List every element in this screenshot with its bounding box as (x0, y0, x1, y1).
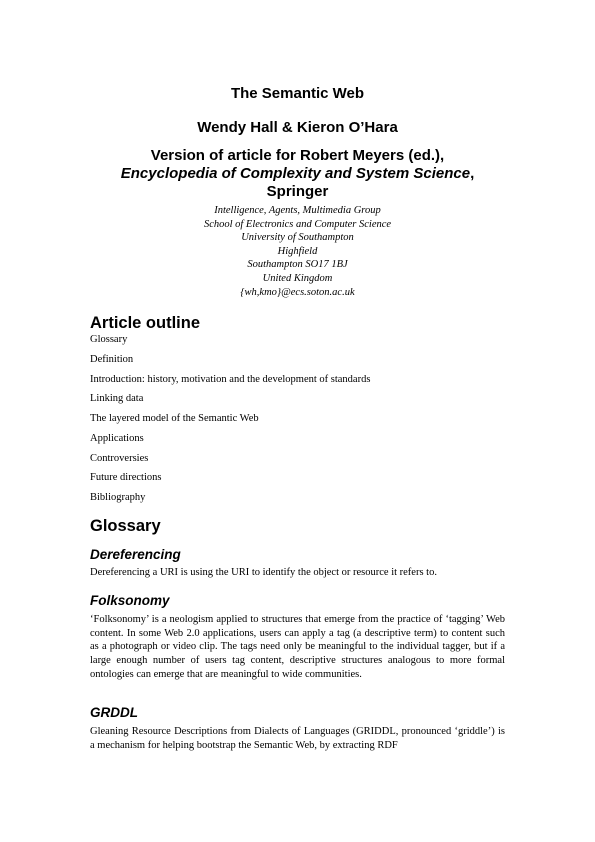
author-emails: {wh,kmo}@ecs.soton.ac.uk (240, 286, 355, 298)
publisher-line: Springer (266, 183, 329, 200)
affiliation-line: Southampton SO17 1BJ (247, 259, 348, 271)
glossary-term: Dereferencing (90, 547, 181, 562)
paper-authors: Wendy Hall & Kieron O’Hara (197, 119, 398, 136)
affiliation-line: United Kingdom (262, 272, 333, 284)
glossary-definition: ‘Folksonomy’ is a neologism applied to structures that emerge from the practice of ‘tagging’ Web content. In some Web 2.0 applications, users can apply a tag (a descriptive term) to content such as a photograph or video clip. The tags need only be meaningful to the individual tagger, but if a large enough number of users tag content, descriptive structures analogous to more formal ontologies can emerge that are meaningful to wide communities. (90, 614, 505, 680)
outline-item: Definition (90, 354, 134, 365)
encyclopedia-title: Encyclopedia of Complexity and System Science (120, 165, 471, 182)
glossary-term: GRDDL (90, 705, 138, 720)
affiliation-block (90, 204, 505, 299)
affiliation-line: Intelligence, Agents, Multimedia Group (214, 205, 381, 216)
paper-title: The Semantic Web (230, 85, 365, 102)
outline-item: Applications (90, 433, 144, 444)
outline-item: The layered model of the Semantic Web (90, 413, 259, 424)
encyclopedia-comma: , (470, 165, 475, 182)
outline-item: Introduction: history, motivation and the development of standards (90, 374, 371, 385)
outline-item: Bibliography (90, 492, 146, 503)
outline-item: Future directions (90, 472, 162, 483)
outline-item: Linking data (90, 393, 144, 404)
outline-heading: Article outline (90, 314, 201, 332)
glossary-term: Folksonomy (90, 593, 170, 608)
glossary-heading: Glossary (90, 517, 161, 535)
affiliation-line: School of Electronics and Computer Science (203, 218, 392, 230)
glossary-definition: Gleaning Resource Descriptions from Dialects of Languages (GRIDDL, pronounced ‘griddle’) is a mechanism for helping bootstrap the Semantic Web, by extracting RDF (90, 726, 505, 751)
affiliation-line: Highfield (277, 245, 318, 257)
outline-item: Controversies (90, 453, 149, 464)
version-line: Version of article for Robert Meyers (ed.), (150, 147, 445, 164)
outline-item: Glossary (90, 334, 128, 345)
encyclopedia-line (90, 164, 505, 183)
affiliation-line: University of Southampton (241, 232, 354, 244)
glossary-definition: Dereferencing a URI is using the URI to identify the object or resource it refers to. (90, 567, 437, 578)
